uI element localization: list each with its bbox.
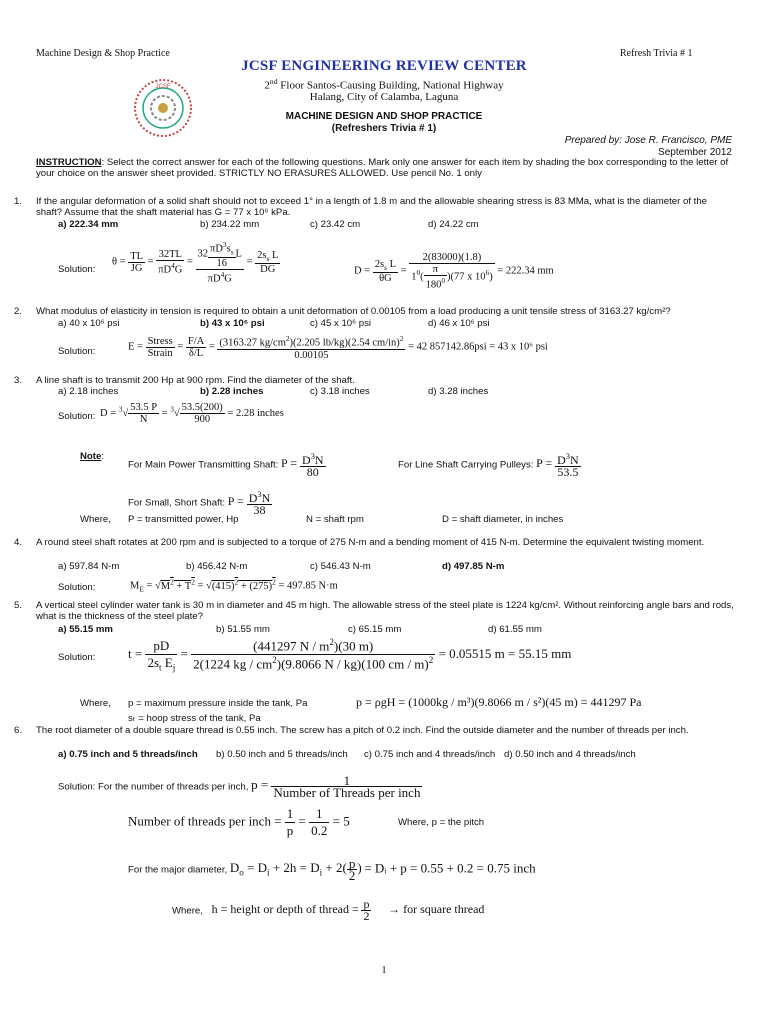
q5-choice-c: c) 65.15 mm xyxy=(348,624,402,635)
q1-choice-d: d) 24.22 cm xyxy=(428,219,479,230)
q1-choice-a: a) 222.34 mm xyxy=(58,219,119,230)
question-5-text: A vertical steel cylinder water tank is 30 m in diameter and 45 m high. The allowable stress of the steel plate is 1224 kg/cm². Without reinforcing angle bars and rods, what is the thickness of the steel plate? xyxy=(36,600,734,622)
q3-where-power: P = transmitted power, Hp xyxy=(128,514,239,525)
q3-choice-b: b) 2.28 inches xyxy=(200,386,264,397)
q5-where: Where, xyxy=(80,698,111,709)
review-center-title: JCSF ENGINEERING REVIEW CENTER xyxy=(241,58,527,74)
q4-result: = 497.85 N·m xyxy=(278,580,338,592)
question-1: 1. If the angular deformation of a solid shaft should not to exceed 1° in a length of 1.8 m and the allowable shearing stress is 83 MMa, what is the diameter of the shaft? Assume that the shaft material has G = 77 x 10⁶ kPa. xyxy=(14,196,707,218)
q3-result: = 2.28 inches xyxy=(227,407,284,419)
q6-where-height: Where, h = height or depth of thread = $\frac{p}{2}$ → for square thread xyxy=(172,897,485,923)
q6-threads-equation: Number of threads per inch = $\frac{1}{p}$ = $\frac{1}{0.2}$ = 5 xyxy=(128,806,350,838)
q6-choice-d: d) 0.50 inch and 4 threads/inch xyxy=(504,749,636,760)
q5-choice-d: d) 61.55 mm xyxy=(488,624,542,635)
q3-solution-equation: D = $^3$√ $\frac{53.5 P}{N}$ = $^3$√ $\frac{53.5(200)}{900}$ = 2.28 inches xyxy=(100,402,284,425)
q2-choice-b: b) 43 x 10⁶ psi xyxy=(200,318,265,329)
q5-solution-equation: t = $\frac{pD}{2s_t E_j}$ = $\frac{(441297 N / m^2)(30 m)}{2(1224 kg / cm^2)(9.8066 N / kg)(100 cm / m)^2}$ = 0.05515 m = 55.15 mm xyxy=(128,637,572,673)
q5-pressure-equation: p = ρgH = (1000kg / m³)(9.8066 m / s²)(45 m) = 441297 Pa xyxy=(356,695,642,709)
header-left-subject: Machine Design & Shop Practice xyxy=(36,48,170,59)
q3-note: Note: xyxy=(80,451,104,462)
q3-where: Where, xyxy=(80,514,111,525)
q5-where-hoop-stress: sₜ = hoop stress of the tank, Pa xyxy=(128,713,261,724)
q5-where-pressure: p = maximum pressure inside the tank, Pa xyxy=(128,698,308,709)
instruction-text: : Select the correct answer for each of the following questions. Mark only one answer for each item by shading the box corresponding to the letter of your choice on the answer sheet provided. STRICTLY NO ERASURES ALLOWED. Use pencil No. 1 only xyxy=(36,157,729,179)
q4-choice-c: c) 546.43 N-m xyxy=(310,561,371,572)
question-6-text: The root diameter of a double square thread is 0.55 inch. The screw has a pitch of 0.2 inch. Find the outside diameter and the number of threads per inch. xyxy=(36,725,689,736)
question-3: 3. A line shaft is to transmit 200 Hp at 900 rpm. Find the diameter of the shaft. xyxy=(14,375,355,386)
question-5: 5. A vertical steel cylinder water tank is 30 m in diameter and 45 m high. The allowable stress of the steel plate is 1224 kg/cm². Without reinforcing angle bars and rods, what is the thickness of the steel plate? xyxy=(14,600,734,622)
q3-choice-c: c) 3.18 inches xyxy=(310,386,370,397)
q2-solution-label: Solution: xyxy=(58,346,96,357)
header-right-trivia: Refresh Trivia # 1 xyxy=(620,48,693,59)
q3-where-diameter: D = shaft diameter, in inches xyxy=(442,514,564,525)
q3-note-short-shaft: For Small, Short Shaft: P = $\frac{D^3N}{38}$ xyxy=(128,490,271,517)
q4-choice-d: d) 497.85 N-m xyxy=(442,561,505,572)
q2-solution-equation: E = $\frac{\text{Stress}}{\text{Strain}}$ = $\frac{F/A}{\delta/L}$ = $\frac{(3163.27 kg/cm^2)(2.205 lb/kg)(2.54 cm/in)^2}{0.00105}$ = 42 857142.86psi = 43 x 10⁶ psi xyxy=(128,334,548,361)
prepared-by: Prepared by: Jose R. Francisco, PME xyxy=(564,135,732,146)
q6-choice-b: b) 0.50 inch and 5 threads/inch xyxy=(216,749,348,760)
q4-choice-b: b) 456.42 N-m xyxy=(186,561,248,572)
q3-choice-d: d) 3.28 inches xyxy=(428,386,489,397)
q1-solution-label: Solution: xyxy=(58,264,96,275)
q6-where-pitch: Where, p = the pitch xyxy=(398,817,485,828)
q6-choice-c: c) 0.75 inch and 4 threads/inch xyxy=(364,749,496,760)
subject-subtitle: (Refreshers Trivia # 1) xyxy=(331,123,437,134)
q1-diameter-equation: D = $\frac{2s_s L}{\theta G}$ = 2(83000)(1.8) $1^0$( $\frac{\pi}{180^0}$ )(77 x $10^6$) = 222.34 mm xyxy=(354,252,554,291)
instruction xyxy=(36,157,734,179)
question-2: 2. What modulus of elasticity in tension is required to obtain a unit deformation of 0.00105 from a load producing a unit tensile stress of 3163.27 kg/cm²? xyxy=(14,306,671,317)
question-2-text: What modulus of elasticity in tension is required to obtain a unit deformation of 0.00105 from a load producing a unit tensile stress of 3163.27 kg/cm²? xyxy=(36,306,671,317)
date: September 2012 xyxy=(658,147,732,158)
page-number: 1 xyxy=(381,965,387,976)
q6-solution-threads: Solution: For the number of threads per inch, p = $\frac{1}{\text{Number of Threads per inch}}$ xyxy=(58,773,421,800)
q3-choice-a: a) 2.18 inches xyxy=(58,386,119,397)
q3-solution-label: Solution: xyxy=(58,411,96,422)
logo-text: JCSF xyxy=(155,84,171,90)
question-1-text: If the angular deformation of a solid shaft should not to exceed 1° in a length of 1.8 m and the allowable shearing stress is 83 MMa, what is the diameter of the shaft? Assume that the shaft material has G = 77 x 10⁶ kPa. xyxy=(36,196,707,218)
q2-choice-d: d) 46 x 10⁶ psi xyxy=(428,318,490,329)
q5-solution-label: Solution: xyxy=(58,652,96,663)
q3-where-rpm: N = shaft rpm xyxy=(306,514,364,525)
q1-choice-b: b) 234.22 mm xyxy=(200,219,260,230)
q3-note-line-shaft: For Line Shaft Carrying Pulleys: P = $\frac{D^3N}{53.5}$ xyxy=(398,452,579,479)
q2-choice-a: a) 40 x 10⁶ psi xyxy=(58,318,120,329)
subject-title: MACHINE DESIGN AND SHOP PRACTICE xyxy=(285,111,483,122)
q1-result: = 222.34 mm xyxy=(497,265,554,277)
q2-choice-c: c) 45 x 10⁶ psi xyxy=(310,318,372,329)
q4-solution-label: Solution: xyxy=(58,582,96,593)
q1-choice-c: c) 23.42 cm xyxy=(310,219,361,230)
question-4: 4. A round steel shaft rotates at 200 rpm and is subjected to a torque of 275 N-m and a bending moment of 415 N-m. Determine the equivalent twisting moment. xyxy=(14,537,705,548)
q5-choice-a: a) 55.15 mm xyxy=(58,624,113,635)
question-3-text: A line shaft is to transmit 200 Hp at 900 rpm. Find the diameter of the shaft. xyxy=(36,375,355,386)
address-line-2: Halang, City of Calamba, Laguna xyxy=(309,91,459,103)
q4-choice-a: a) 597.84 N-m xyxy=(58,561,120,572)
instruction-label: INSTRUCTION xyxy=(36,157,102,168)
address-line-1: 2nd Floor Santos-Causing Building, National Highway xyxy=(264,77,504,92)
q5-result: = 0.05515 m = 55.15 mm xyxy=(438,645,572,661)
q1-solution-equation: θ = $\frac{TL}{JG}$ = $\frac{32TL}{\pi D^4G}$ = 32 $\frac{\pi D^3s_s}{16}$ L $\pi D^4G$ = $\frac{2s_s L}{DG}$ xyxy=(112,240,279,285)
q4-solution-equation: $M_E = √M^2 + T^2 = √(415)^2 + (275)^2 = 497.85$ N·m xyxy=(130,577,338,594)
q5-choice-b: b) 51.55 mm xyxy=(216,624,270,635)
question-6: 6. The root diameter of a double square thread is 0.55 inch. The screw has a pitch of 0.2 inch. Find the outside diameter and the number of threads per inch. xyxy=(14,725,689,736)
question-4-text: A round steel shaft rotates at 200 rpm and is subjected to a torque of 275 N-m and a bending moment of 415 N-m. Determine the equivalent twisting moment. xyxy=(36,537,705,548)
q6-choice-a: a) 0.75 inch and 5 threads/inch xyxy=(58,749,198,760)
q6-major-diameter: For the major diameter, $D_o = D_i + 2h = D_i + 2$( $\frac{p}{2}$ ) = Dᵢ + p = 0.55 + 0.2 = 0.75 inch xyxy=(128,856,536,883)
q2-result: = 42 857142.86psi = 43 x 10⁶ psi xyxy=(408,341,548,353)
q3-note-main-shaft: For Main Power Transmitting Shaft: P = $\frac{D^3N}{80}$ xyxy=(128,452,324,479)
